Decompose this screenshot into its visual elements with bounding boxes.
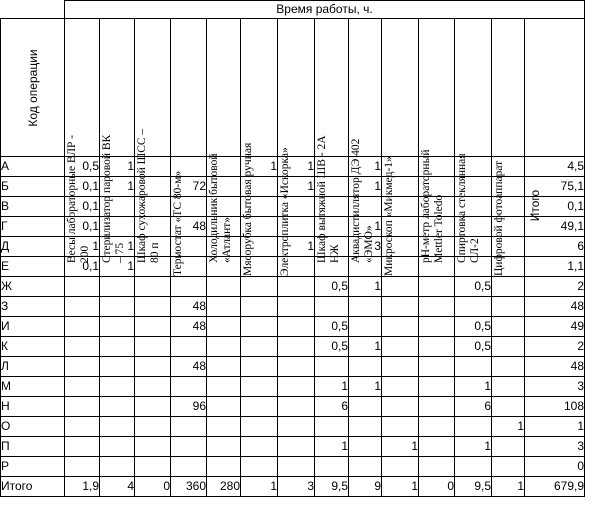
table-cell — [419, 397, 455, 417]
table-cell — [135, 297, 171, 317]
table-cell: 9,5 — [455, 477, 492, 497]
table-cell — [419, 437, 455, 457]
table-cell — [278, 437, 315, 457]
table-cell: 48 — [171, 297, 207, 317]
table-cell: 1 — [241, 157, 278, 177]
table-cell: 1 — [349, 217, 382, 237]
column-header-wrap — [350, 128, 376, 263]
table-cell — [382, 337, 419, 357]
table-cell: 0,5 — [315, 317, 349, 337]
table-cell — [241, 417, 278, 437]
table-cell — [349, 317, 382, 337]
table-cell — [241, 317, 278, 337]
table-cell: 360 — [171, 477, 207, 497]
table-cell: 6 — [315, 397, 349, 417]
table-cell — [278, 417, 315, 437]
table-cell: 48 — [525, 297, 585, 317]
column-header — [135, 19, 171, 263]
table-cell — [135, 437, 171, 457]
operation-code: Е — [1, 257, 65, 277]
table-cell — [419, 457, 455, 477]
table-cell — [100, 277, 135, 297]
table-cell — [100, 337, 135, 357]
table-cell: 1 — [349, 177, 382, 197]
table-cell — [455, 357, 492, 377]
column-header — [419, 19, 455, 263]
table-cell: 1 — [100, 177, 135, 197]
table-cell — [100, 317, 135, 337]
table-cell — [241, 397, 278, 417]
operation-code: И — [1, 317, 65, 337]
table-cell — [278, 337, 315, 357]
table-cell: 0,1 — [65, 197, 100, 217]
table-cell — [419, 317, 455, 337]
table-cell: 0,1 — [65, 257, 100, 277]
column-header-wrap — [316, 128, 342, 263]
table-cell: 1 — [349, 157, 382, 177]
column-header-label: Электроплитка «Искорка» — [279, 147, 291, 276]
column-header-label: Холодильник бытовой «Атлант» — [208, 153, 233, 263]
table-cell: 4 — [100, 477, 135, 497]
table-cell — [278, 357, 315, 377]
table-cell: 0 — [525, 457, 585, 477]
table-cell — [171, 437, 207, 457]
column-header — [455, 19, 492, 263]
table-cell — [349, 357, 382, 377]
table-cell — [65, 377, 100, 397]
table-cell — [349, 437, 382, 457]
table-cell — [207, 457, 241, 477]
table-cell — [349, 397, 382, 417]
column-header — [207, 19, 241, 263]
table-cell: 1 — [278, 157, 315, 177]
table-cell — [135, 277, 171, 297]
table-cell — [419, 297, 455, 317]
operation-code: Ж — [1, 277, 65, 297]
table-cell — [171, 277, 207, 297]
table-cell — [492, 397, 525, 417]
table-cell — [492, 277, 525, 297]
table-cell — [135, 377, 171, 397]
table-cell — [492, 377, 525, 397]
table-cell: 1 — [382, 477, 419, 497]
table-cell: 0,1 — [525, 197, 585, 217]
table-cell — [135, 397, 171, 417]
operation-code: А — [1, 157, 65, 177]
column-header — [315, 19, 349, 263]
table-cell — [315, 297, 349, 317]
column-header — [382, 19, 419, 276]
table-cell: 0,5 — [315, 337, 349, 357]
table-cell — [241, 297, 278, 317]
operation-code: В — [1, 197, 65, 217]
table-cell: 679,9 — [525, 477, 585, 497]
table-cell — [382, 397, 419, 417]
table-cell: 1 — [349, 377, 382, 397]
table-row — [1, 437, 585, 457]
table-row — [1, 317, 585, 337]
column-header-wrap — [101, 128, 127, 263]
table-cell — [65, 457, 100, 477]
table-cell — [207, 397, 241, 417]
table-cell: 1 — [278, 237, 315, 257]
table-row — [1, 417, 585, 437]
table-cell: 1,1 — [525, 257, 585, 277]
table-cell — [207, 277, 241, 297]
table-cell — [349, 457, 382, 477]
operation-code: О — [1, 417, 65, 437]
table-cell: 0,1 — [65, 217, 100, 237]
operation-code: Б — [1, 177, 65, 197]
table-cell — [207, 417, 241, 437]
table-row — [1, 457, 585, 477]
table-cell — [315, 417, 349, 437]
table-cell — [65, 397, 100, 417]
table-cell: 1 — [455, 377, 492, 397]
column-header-label: Мясорубка бытовая ручная — [242, 142, 254, 276]
column-header-label: Спиртовка стеклянная СЛ-2 — [456, 153, 481, 263]
operation-code: Н — [1, 397, 65, 417]
table-cell — [241, 377, 278, 397]
table-row — [1, 357, 585, 377]
table-cell — [100, 357, 135, 377]
operation-code: Л — [1, 357, 65, 377]
column-header-wrap — [383, 141, 396, 276]
table-cell: 3 — [525, 437, 585, 457]
table-cell — [171, 337, 207, 357]
table-cell — [278, 457, 315, 477]
table-cell: 72 — [171, 177, 207, 197]
column-header — [100, 19, 135, 263]
table-cell — [65, 357, 100, 377]
table-cell: 48 — [525, 357, 585, 377]
table-cell — [207, 337, 241, 357]
operation-code: П — [1, 437, 65, 457]
column-header-wrap — [526, 138, 542, 273]
table-cell — [135, 457, 171, 477]
table-cell: 1 — [525, 417, 585, 437]
table-cell — [492, 437, 525, 457]
table-cell: 1 — [241, 477, 278, 497]
table-cell: 1 — [315, 377, 349, 397]
table-cell — [455, 417, 492, 437]
table-cell — [315, 357, 349, 377]
operation-code: З — [1, 297, 65, 317]
corner-cell — [1, 1, 65, 19]
table-cell — [419, 357, 455, 377]
table-cell — [492, 337, 525, 357]
table-row — [1, 377, 585, 397]
table-cell — [382, 377, 419, 397]
column-header-wrap — [456, 128, 482, 263]
table-cell — [65, 337, 100, 357]
table-cell — [135, 317, 171, 337]
table-cell: 48 — [171, 217, 207, 237]
table-cell — [100, 297, 135, 317]
table-cell — [382, 457, 419, 477]
table-cell: 2 — [525, 337, 585, 357]
table-cell: 49,1 — [525, 217, 585, 237]
table-cell — [419, 277, 455, 297]
column-header-label: Аквадистиллятор ДЭ 402 «ЭМО» — [350, 138, 375, 263]
table-cell — [135, 417, 171, 437]
table-cell: 1 — [100, 257, 135, 277]
table-cell: 2 — [525, 277, 585, 297]
table-cell: 75,1 — [525, 177, 585, 197]
table-cell — [278, 277, 315, 297]
table-cell — [419, 377, 455, 397]
table-cell: 0,5 — [455, 317, 492, 337]
table-cell: 9,5 — [315, 477, 349, 497]
column-header-label: Итого — [528, 189, 542, 222]
total-row — [1, 477, 585, 497]
table-cell — [207, 377, 241, 397]
column-header — [278, 19, 315, 276]
table-cell: 48 — [171, 317, 207, 337]
table-cell: 1,9 — [65, 477, 100, 497]
table-cell — [382, 277, 419, 297]
operation-code: К — [1, 337, 65, 357]
column-header-wrap — [420, 128, 446, 263]
table-cell — [278, 377, 315, 397]
column-header-wrap — [208, 128, 234, 263]
table-cell: 49 — [525, 317, 585, 337]
table-cell — [65, 437, 100, 457]
column-header — [241, 19, 278, 276]
table-cell — [382, 317, 419, 337]
table-cell — [492, 297, 525, 317]
table-cell — [171, 417, 207, 437]
table-cell — [65, 297, 100, 317]
table-cell — [278, 297, 315, 317]
row-header-cell — [1, 19, 65, 157]
table-cell — [455, 297, 492, 317]
table-cell — [241, 457, 278, 477]
table-cell — [382, 297, 419, 317]
table-cell — [171, 377, 207, 397]
table-cell: 6 — [455, 397, 492, 417]
table-cell: 1 — [349, 277, 382, 297]
column-header — [349, 19, 382, 263]
column-header-wrap — [242, 141, 255, 276]
table-cell — [315, 457, 349, 477]
table-cell: 1 — [278, 177, 315, 197]
table-cell: 1 — [100, 237, 135, 257]
table-cell: 0,1 — [65, 177, 100, 197]
table-cell — [100, 417, 135, 437]
table-cell — [100, 457, 135, 477]
column-header-label: Стерилизатор паровой ВК – 75 — [101, 134, 126, 263]
table-cell — [419, 337, 455, 357]
table-cell: 1 — [492, 477, 525, 497]
table-cell — [65, 277, 100, 297]
operation-code: Д — [1, 237, 65, 257]
table-cell — [492, 457, 525, 477]
table-cell: 1 — [315, 437, 349, 457]
table-cell — [241, 277, 278, 297]
table-cell — [455, 457, 492, 477]
table-cell: 0,5 — [315, 277, 349, 297]
table-title: Время работы, ч. — [65, 1, 585, 19]
table-cell — [100, 377, 135, 397]
column-header-wrap — [172, 141, 185, 276]
table-cell: 0 — [419, 477, 455, 497]
table-cell: 48 — [171, 357, 207, 377]
column-header-wrap — [493, 141, 506, 276]
column-header-label: Цифровой фотоаппарат — [493, 160, 505, 276]
table-cell — [278, 397, 315, 417]
table-row — [1, 397, 585, 417]
table-cell: 0,5 — [455, 337, 492, 357]
table-cell: 0,5 — [455, 277, 492, 297]
column-header-label: Термостат «ТС 80-м» — [172, 170, 184, 276]
table-cell: 96 — [171, 397, 207, 417]
operation-code: Итого — [1, 477, 65, 497]
table-cell: 9 — [349, 477, 382, 497]
column-header-wrap — [279, 141, 292, 276]
table-cell — [207, 357, 241, 377]
table-cell — [207, 437, 241, 457]
table-row — [1, 277, 585, 297]
table-cell — [171, 457, 207, 477]
operation-code: М — [1, 377, 65, 397]
table-cell — [207, 297, 241, 317]
table-cell — [100, 437, 135, 457]
table-cell — [419, 417, 455, 437]
table-cell — [349, 297, 382, 317]
column-header-label: pH-метр лабораторный Mettler Toledo — [420, 149, 445, 263]
operation-code: Г — [1, 217, 65, 237]
table-cell — [349, 417, 382, 437]
table-cell — [65, 417, 100, 437]
table-row — [1, 337, 585, 357]
table-cell — [207, 317, 241, 337]
table-cell — [382, 357, 419, 377]
table-row — [1, 297, 585, 317]
column-header-label: Весы лабораторные ВЛР - 200 — [66, 134, 91, 263]
table-cell: 4,5 — [525, 157, 585, 177]
table-cell: 3 — [349, 237, 382, 257]
column-header-label: Микроскоп «Микмед-1» — [383, 156, 395, 276]
table-cell: 3 — [525, 377, 585, 397]
table-cell: 0,5 — [65, 157, 100, 177]
operation-code: Р — [1, 457, 65, 477]
table-cell: 1 — [349, 337, 382, 357]
column-header-label: Шкаф вытяжной ШВ - 2А НЖ — [316, 135, 341, 263]
table-cell — [278, 317, 315, 337]
table-cell — [100, 397, 135, 417]
column-header-label: Шкаф сухожаровой ШСС – 80 п — [136, 128, 161, 263]
table-cell: 1 — [100, 157, 135, 177]
column-header — [492, 19, 525, 276]
column-header-wrap — [136, 128, 162, 263]
table-cell: 1 — [492, 417, 525, 437]
table-cell: 1 — [382, 437, 419, 457]
table-cell: 108 — [525, 397, 585, 417]
table-cell: 3 — [278, 477, 315, 497]
table-cell: 280 — [207, 477, 241, 497]
table-cell — [241, 337, 278, 357]
table-cell: 1 — [65, 237, 100, 257]
table-cell — [135, 337, 171, 357]
table-cell — [382, 417, 419, 437]
table-cell — [241, 437, 278, 457]
table-cell: 6 — [525, 237, 585, 257]
table-cell — [492, 317, 525, 337]
table-cell — [241, 357, 278, 377]
table-cell — [492, 357, 525, 377]
row-header-label: Код операции — [25, 48, 40, 127]
table-cell: 1 — [455, 437, 492, 457]
column-header-wrap — [66, 128, 92, 263]
table-cell: 0 — [135, 477, 171, 497]
table-cell — [65, 317, 100, 337]
table-cell — [135, 357, 171, 377]
